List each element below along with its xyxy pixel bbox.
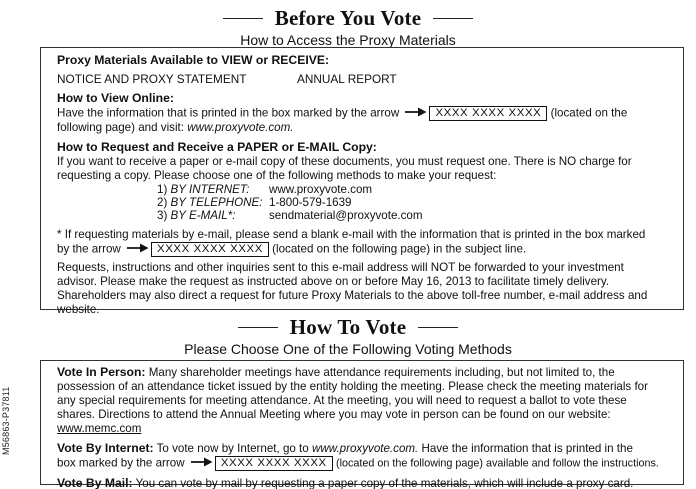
method-telephone: 2) BY TELEPHONE: 1-800-579-1639 <box>157 196 352 209</box>
materials-header: Proxy Materials Available to VIEW or RECEIVE: <box>57 53 330 67</box>
how-to-vote-title: How To Vote <box>289 315 407 339</box>
document-annual-report: ANNUAL REPORT <box>297 72 397 86</box>
document-code: M56863-P37811 <box>1 386 11 455</box>
request-heading: How to Request and Receive a PAPER or E-MAIL Copy: <box>57 140 377 154</box>
vote-in-person: Vote In Person: Many shareholder meetings have attendance requirements including, but not limited to, the possession of an attendance ticket issued by the entity holding the meeting. Please check the meeting materials for any special requirements for meeting attendance. At the meeting, you will need to request a ballot to vote these shares. Directions to attend the Annual Meeting where you may vote in person can be found on our website: www.memc.com <box>57 365 648 435</box>
view-online-text: Have the information that is printed in the box marked by the arrow XXXX XXXX XXXX (located on the following page) and visit: www.proxyvote.com. <box>57 106 628 134</box>
document-notice: NOTICE AND PROXY STATEMENT <box>57 72 247 86</box>
method-internet-value[interactable]: www.proxyvote.com <box>269 183 373 196</box>
heading-rule-left <box>238 327 278 328</box>
documents-list <box>57 72 667 87</box>
right-arrow-icon <box>191 457 213 471</box>
request-text: If you want to receive a paper or e-mail copy of these documents, you must request one. There is NO charge for requesting a copy. Please choose one of the following methods to make your request: <box>57 155 632 182</box>
heading-rule-right <box>433 18 473 19</box>
heading-rule-left <box>223 18 263 19</box>
method-telephone-value[interactable]: 1-800-579-1639 <box>269 196 352 209</box>
closing-text: Requests, instructions and other inquiries sent to this e-mail address will NOT be forwarded to your investment advisor. Please make the request as instructed above on or before May 16, 2013 to facilitate timely delivery. Shareholders may also direct a request for future Proxy Materials to the above toll-free number, e-mail address and website. <box>57 261 648 316</box>
heading-rule-right <box>418 327 458 328</box>
control-number-box: XXXX XXXX XXXX <box>151 242 269 257</box>
before-you-vote-title: Before You Vote <box>274 6 422 30</box>
how-to-vote-subtitle: Please Choose One of the Following Voting Methods <box>184 341 512 357</box>
before-you-vote-subtitle: How to Access the Proxy Materials <box>240 32 456 48</box>
method-email: 3) BY E-MAIL*: sendmaterial@proxyvote.com <box>157 209 423 222</box>
voting-methods-box <box>40 360 684 489</box>
vote-by-internet-label: Vote By Internet: <box>57 441 154 455</box>
vote-by-mail: Vote By Mail: You can vote by mail by requesting a paper copy of the materials, which will include a proxy card. <box>57 476 634 489</box>
right-arrow-icon <box>405 107 427 121</box>
vote-by-mail-label: Vote By Mail: <box>57 476 133 489</box>
method-email-value[interactable]: sendmaterial@proxyvote.com <box>269 209 423 222</box>
vote-by-internet: Vote By Internet: To vote now by Internet, go to www.proxyvote.com. Have the information that is printed in the box marked by the arrow XXXX XXXX XXXX (located on the following page) available and follow the instructions. <box>57 441 659 470</box>
before-you-vote-heading <box>0 6 696 48</box>
vote-in-person-label: Vote In Person: <box>57 365 146 379</box>
email-note: * If requesting materials by e-mail, please send a blank e-mail with the information that is printed in the box marked by the arrow XXXX XXXX XXXX (located on the following page) in the subject line. <box>57 228 646 256</box>
proxy-materials-box <box>40 47 684 316</box>
proxyvote-link[interactable]: www.proxyvote.com. <box>311 442 419 455</box>
method-internet: 1) BY INTERNET: www.proxyvote.com <box>157 183 373 196</box>
memc-link[interactable]: www.memc.com <box>57 422 142 435</box>
how-to-vote-heading <box>0 315 696 357</box>
control-number-box: XXXX XXXX XXXX <box>429 106 547 121</box>
request-methods <box>157 183 667 222</box>
control-number-box: XXXX XXXX XXXX <box>215 456 333 471</box>
proxyvote-link[interactable]: www.proxyvote.com. <box>187 121 294 134</box>
right-arrow-icon <box>127 243 149 257</box>
view-online-heading: How to View Online: <box>57 91 174 105</box>
